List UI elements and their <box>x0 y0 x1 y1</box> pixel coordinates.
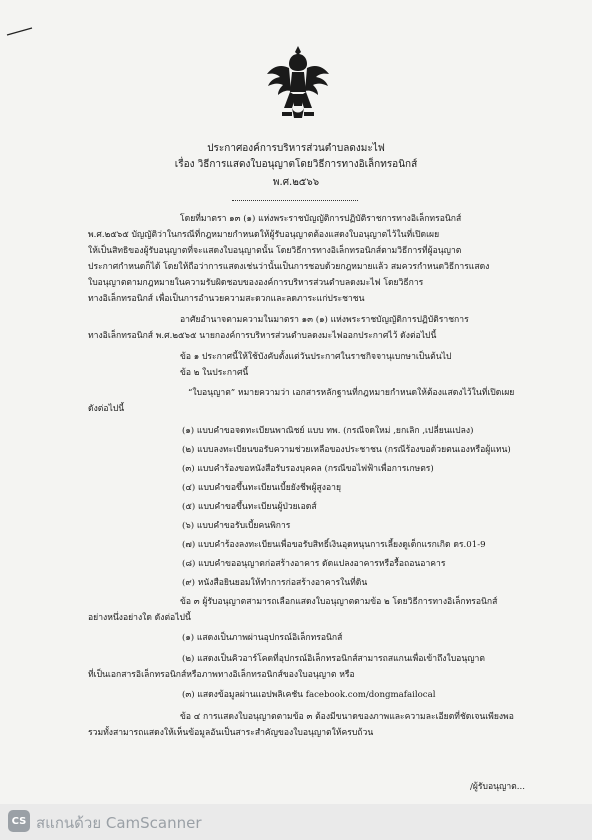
list-item: (๙) หนังสือยินยอมให้ทำการก่อสร้างอาคารในที่ดิน <box>182 578 368 588</box>
list-item: (๔) แบบคำขอขึ้นทะเบียนเบี้ยยังชีพผู้สูงอายุ <box>182 483 341 493</box>
definition-line: ดังต่อไปนี้ <box>88 404 125 414</box>
list-item: (๒) แสดงเป็นคิวอาร์โคดที่อุปกรณ์อิเล็กทรอนิกส์สามารถสแกนเพื่อเข้าถึงใบอนุญาต <box>182 654 485 664</box>
paragraph-line: พ.ศ.๒๕๖๕ บัญญัติว่าในกรณีที่กฎหมายกำหนดให้ผู้รับอนุญาตต้องแสดงใบอนุญาตไว้ในที่เปิดเผย <box>88 230 440 240</box>
paragraph-line: ประกาศกำหนดก็ได้ โดยให้ถือว่าการแสดงเช่นว่านั้นเป็นการชอบด้วยกฎหมายแล้ว สมควรกำหนดวิธีการแสดง <box>88 262 490 272</box>
paragraph-line: อาศัยอำนาจตามความในมาตรา ๑๓ (๑) แห่งพระราชบัญญัติการปฏิบัติราชการ <box>180 315 469 325</box>
camscanner-logo-icon: CS <box>8 810 30 832</box>
list-item: ที่เป็นเอกสารอิเล็กทรอนิกส์หรือภาพทางอิเล็กทรอนิกส์ของใบอนุญาต หรือ <box>88 670 355 680</box>
clause-1: ข้อ ๑ ประกาศนี้ให้ใช้บังคับตั้งแต่วันประกาศในราชกิจจานุเบกษาเป็นต้นไป <box>180 352 452 362</box>
list-item: (๓) แสดงข้อมูลผ่านแอปพลิเคชัน facebook.com/dongmafailocal <box>182 690 436 700</box>
paragraph-line: ทางอิเล็กทรอนิกส์ เพื่อเป็นการอำนวยความสะดวกและลดภาระแก่ประชาชน <box>88 294 365 304</box>
pen-mark <box>6 26 34 36</box>
announcement-title: ประกาศองค์การบริหารส่วนตำบลดงมะไฟ <box>207 143 385 154</box>
announcement-year: พ.ศ.๒๕๖๖ <box>272 177 320 188</box>
clause-2: ข้อ ๒ ในประกาศนี้ <box>180 368 249 378</box>
garuda-emblem-icon <box>262 42 334 122</box>
paragraph-line: โดยที่มาตรา ๑๓ (๑) แห่งพระราชบัญญัติการปฏิบัติราชการทางอิเล็กทรอนิกส์ <box>180 214 462 224</box>
definition-line: “ใบอนุญาต” หมายความว่า เอกสารหลักฐานที่กฎหมายกำหนดให้ต้องแสดงไว้ในที่เปิดเผย <box>188 388 515 398</box>
paragraph-line: ทางอิเล็กทรอนิกส์ พ.ศ.๒๕๖๕ นายกองค์การบริหารส่วนตำบลดงมะไฟออกประกาศไว้ ดังต่อไปนี้ <box>88 331 437 341</box>
paragraph-line: ใบอนุญาตตามกฎหมายในความรับผิดชอบขององค์การบริหารส่วนตำบลดงมะไฟ โดยวิธีการ <box>88 278 424 288</box>
announcement-subject: เรื่อง วิธีการแสดงใบอนุญาตโดยวิธีการทางอิเล็กทรอนิกส์ <box>174 159 418 170</box>
clause-3: อย่างหนึ่งอย่างใด ดังต่อไปนี้ <box>88 613 191 623</box>
clause-4: ข้อ ๔ การแสดงใบอนุญาตตามข้อ ๓ ต้องมีขนาดของภาพและความละเอียดที่ชัดเจนเพียงพอ <box>180 712 514 722</box>
paragraph-line: ให้เป็นสิทธิของผู้รับอนุญาตที่จะแสดงใบอนุญาตนั้น โดยวิธีการทางอิเล็กทรอนิกส์ตามวิธีการที่ผู้อนุญาต <box>88 246 462 256</box>
divider <box>232 200 358 201</box>
clause-3: ข้อ ๓ ผู้รับอนุญาตสามารถเลือกแสดงใบอนุญาตตามข้อ ๒ โดยวิธีการทางอิเล็กทรอนิกส์ <box>180 597 498 607</box>
list-item: (๒) แบบลงทะเบียนขอรับความช่วยเหลือของประชาชน (กรณีร้องขอด้วยตนเองหรือผู้แทน) <box>182 445 511 455</box>
list-item: (๓) แบบคำร้องขอหนังสือรับรองบุคคล (กรณีขอไฟฟ้าเพื่อการเกษตร) <box>182 464 434 474</box>
list-item: (๘) แบบคำขออนุญาตก่อสร้างอาคาร ดัดแปลงอาคารหรือรื้อถอนอาคาร <box>182 559 446 569</box>
list-item: (๕) แบบคำขอขึ้นทะเบียนผู้ป่วยเอดส์ <box>182 502 317 512</box>
clause-4: รวมทั้งสามารถแสดงให้เห็นข้อมูลอันเป็นสาระสำคัญของใบอนุญาตให้ครบถ้วน <box>88 728 374 738</box>
scanner-watermark-text: สแกนด้วย CamScanner <box>36 814 202 832</box>
list-item: (๖) แบบคำขอรับเบี้ยคนพิการ <box>182 521 291 531</box>
list-item: (๑) แบบคำขอจดทะเบียนพาณิชย์ แบบ ทพ. (กรณีจดใหม่ ,ยกเลิก ,เปลี่ยนแปลง) <box>182 426 474 436</box>
list-item: (๗) แบบคำร้องลงทะเบียนเพื่อขอรับสิทธิ์เงินอุดหนุนการเลี้ยงดูเด็กแรกเกิด ดร.01-9 <box>182 540 486 550</box>
list-item: (๑) แสดงเป็นภาพผ่านอุปกรณ์อิเล็กทรอนิกส์ <box>182 633 343 643</box>
continuation-text: /ผู้รับอนุญาต... <box>470 782 525 792</box>
